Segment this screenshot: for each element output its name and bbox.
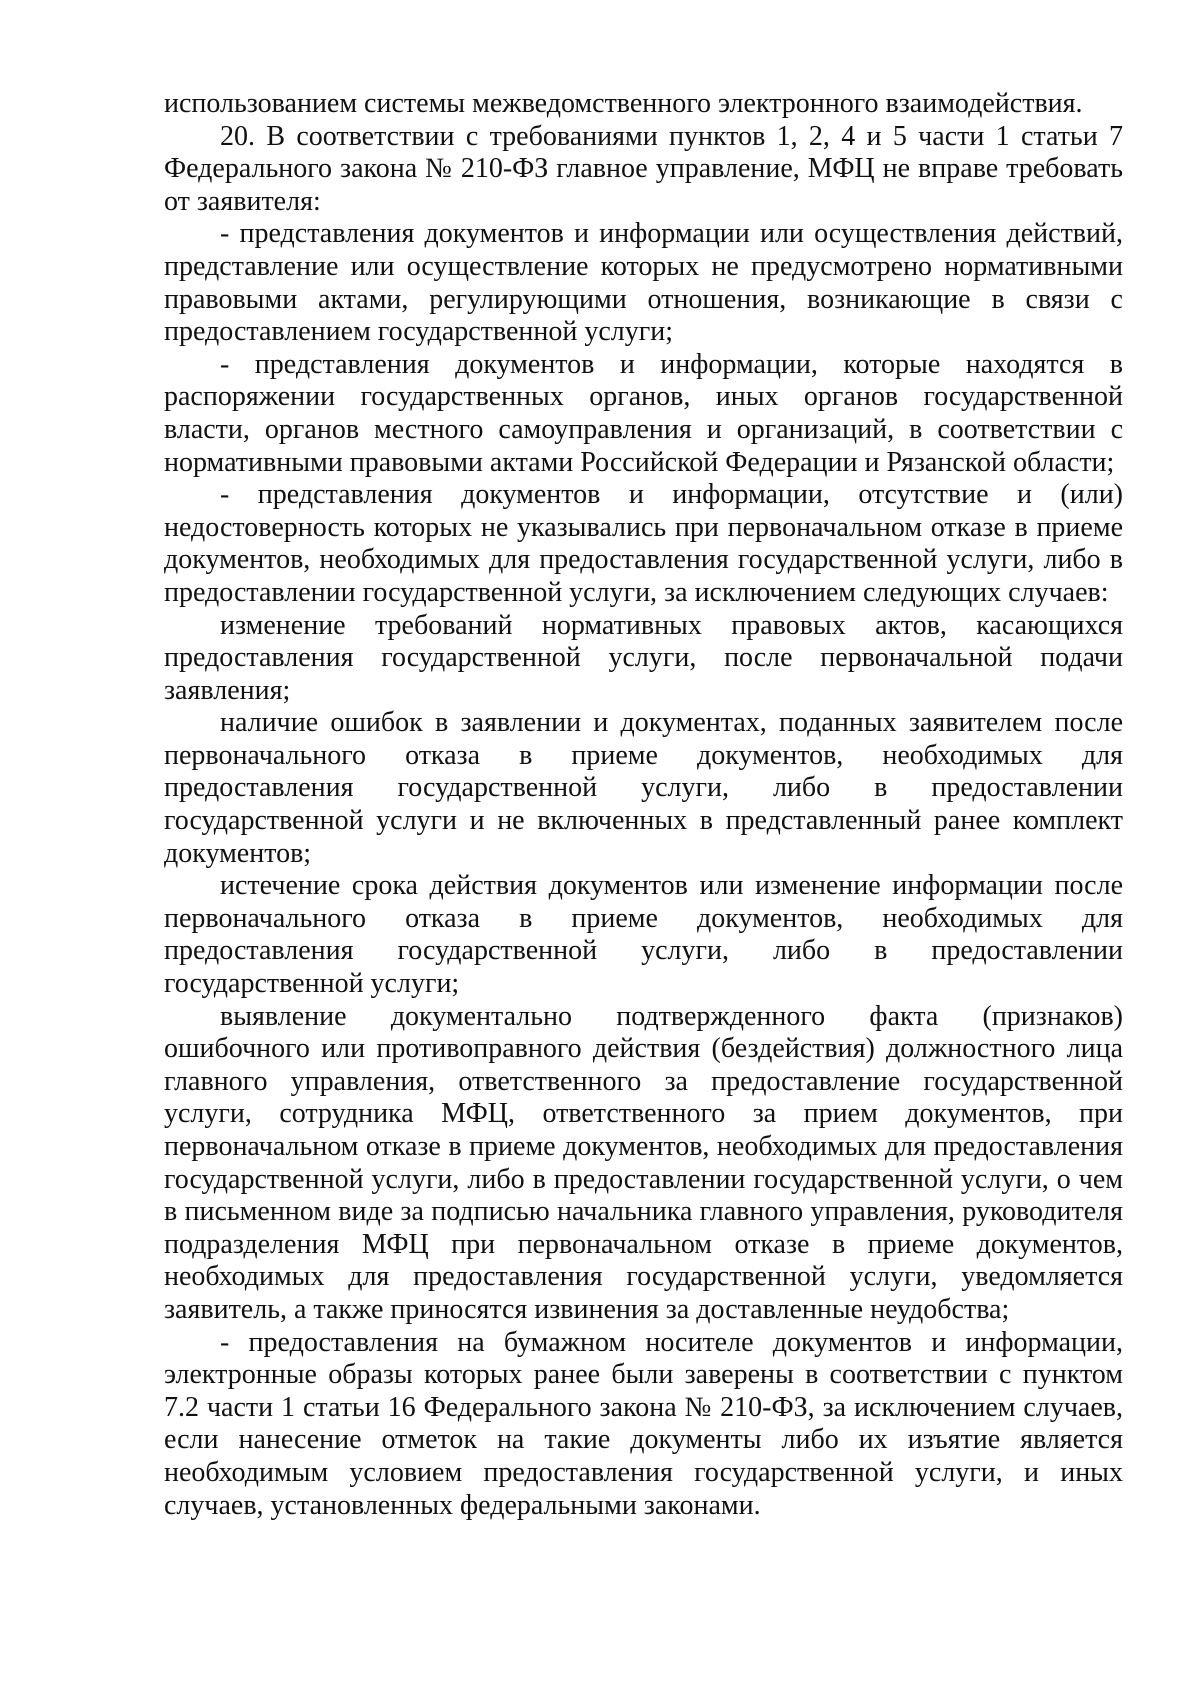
paragraph-6: изменение требований нормативных правовых актов, касающихся предоставления государственной услуги, после первоначальной подачи заявления; <box>164 609 1123 706</box>
paragraph-8: истечение срока действия документов или изменение информации после первоначального отказа в приеме документов, необходимых для предоставления государственной услуги, либо в предоставлении государственной услуги; <box>164 870 1123 1000</box>
paragraph-1: использованием системы межведомственного электронного взаимодействия. <box>164 88 1083 119</box>
paragraph-2: 20. В соответствии с требованиями пунктов 1, 2, 4 и 5 части 1 статьи 7 Федерального закона № 210-ФЗ главное управление, МФЦ не вправе требовать от заявителя: <box>164 120 1123 217</box>
paragraph-10: - предоставления на бумажном носителе документов и информации, электронные образы которых ранее были заверены в соответствии с пунктом 7.2 части 1 статьи 16 Федерального закона № 210-ФЗ, за исключением случаев, если нанесение отметок на такие документы либо их изъятие является необходимым условием предоставления государственной услуги, и иных случаев, установленных федеральными законами. <box>164 1326 1123 1521</box>
paragraph-5: - представления документов и информации, отсутствие и (или) недостоверность которых не указывались при первоначальном отказе в приеме документов, необходимых для предоставления государственной услуги, либо в предоставлении государственной услуги, за исключением следующих случаев: <box>164 479 1123 608</box>
paragraph-3: - представления документов и информации или осуществления действий, представление или осуществление которых не предусмотрено нормативными правовыми актами, регулирующими отношения, возникающие в связи с предоставлением государственной услуги; <box>164 218 1123 348</box>
paragraph-7: наличие ошибок в заявлении и документах, поданных заявителем после первоначального отказа в приеме документов, необходимых для предоставления государственной услуги, либо в предоставлении государственной услуги и не включенных в представленный ранее комплект документов; <box>164 707 1123 869</box>
paragraph-4: - представления документов и информации, которые находятся в распоряжении государственных органов, иных органов государственной власти, органов местного самоуправления и организаций, в соответствии с нормативными правовыми актами Российской Федерации и Рязанской области; <box>164 348 1123 478</box>
document-page <box>164 88 1123 1522</box>
paragraph-9: выявление документально подтвержденного факта (признаков) ошибочного или противоправного действия (бездействия) должностного лица главного управления, ответственного за предоставление государственной услуги, сотрудника МФЦ, ответственного за прием документов, при первоначальном отказе в приеме документов, необходимых для предоставления государственной услуги, либо в предоставлении государственной услуги, о чем в письменном виде за подписью начальника главного управления, руководителя подразделения МФЦ при первоначальном отказе в приеме документов, необходимых для предоставления государственной услуги, уведомляется заявитель, а также приносятся извинения за доставленные неудобства; <box>164 1000 1123 1325</box>
